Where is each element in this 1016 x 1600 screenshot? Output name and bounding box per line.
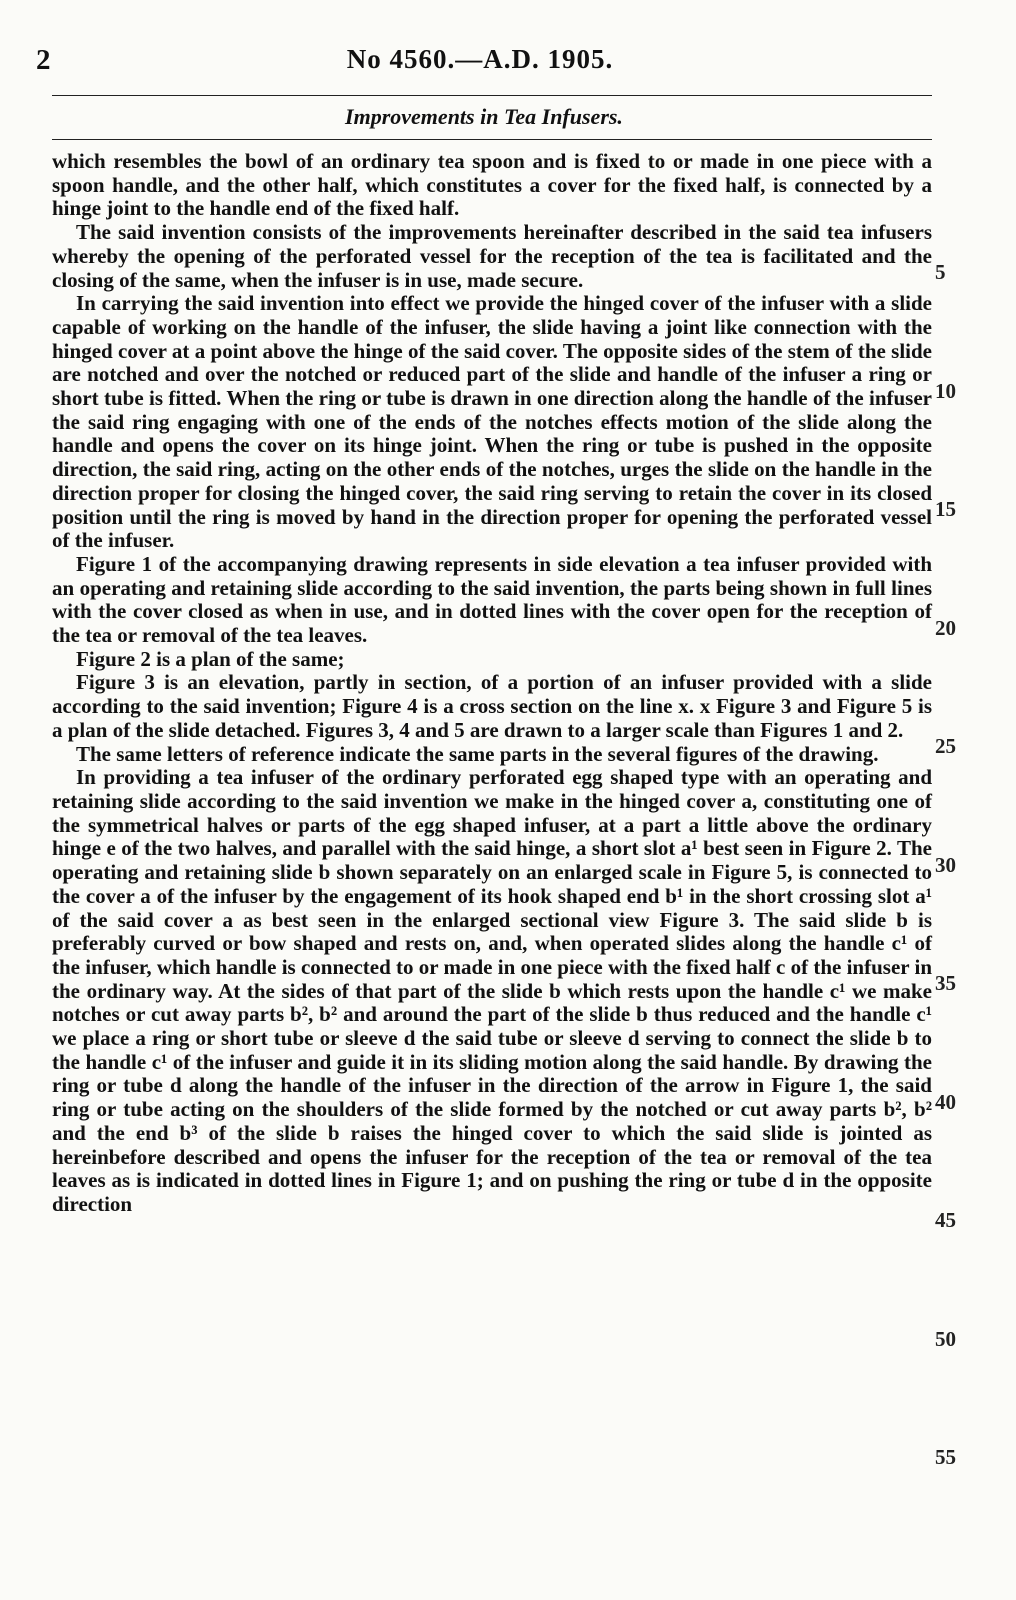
body-text	[52, 150, 932, 1217]
patent-number: No 4560.—A.D. 1905.	[346, 44, 614, 74]
line-number: 10	[935, 379, 956, 403]
header-rule-top	[52, 95, 932, 96]
paragraph: In carrying the said invention into effect we provide the hinged cover of the infuser with a slide capable of working on the handle of the infuser, the slide having a joint like connection with the hinged cover at a point above the hinge of the said cover. The opposite sides of the stem of the slide are notched and over the notched or reduced part of the slide and handle of the infuser a ring or short tube is fitted. When the ring or tube is drawn in one direction along the handle of the infuser the said ring engaging with one of the ends of the notches effects motion of the slide along the handle and opens the cover on its hinge joint. When the ring or tube is pushed in the opposite direction, the said ring, acting on the other ends of the notches, urges the slide on the handle in the direction proper for closing the hinged cover, the said ring serving to retain the cover in its closed position until the ring is moved by hand in the direction proper for opening the perforated vessel of the infuser.	[52, 291, 932, 553]
paragraph: Figure 1 of the accompanying drawing represents in side elevation a tea infuser provided with an operating and retaining slide according to the said invention, the parts being shown in full lines with the cover closed as when in use, and in dotted lines with the cover open for the reception of the tea or removal of the tea leaves.	[52, 551, 932, 648]
paragraph: In providing a tea infuser of the ordinary perforated egg shaped type with an operating and retaining slide according to the said invention we make in the hinged cover a, constituting one of the symmetrical halves or parts of the egg shaped infuser, at a part a little above the ordinary hinge e of the two halves, and parallel with the said hinge, a short slot a¹ best seen in Figure 2. The operating and retaining slide b shown separately on an enlarged scale in Figure 5, is connected to the cover a of the infuser by the engagement of its hook shaped end b¹ in the short crossing slot a¹ of the said cover a as best seen in the enlarged sectional view Figure 3. The said slide b is preferably curved or bow shaped and rests on, and, when operated slides along the handle c¹ of the infuser, which handle is connected to or made in one piece with the fixed half c of the infuser in the ordinary way. At the sides of that part of the slide b which rests upon the handle c¹ we make notches or cut away parts b², b² and around the part of the slide b thus reduced and the handle c¹ we place a ring or short tube or sleeve d the said tube or sleeve d serving to connect the slide b to the handle c¹ of the infuser and guide it in its sliding motion along the said handle. By drawing the ring or tube d along the handle of the infuser in the direction of the arrow in Figure 1, the said ring or tube acting on the shoulders of the slide formed by the notched or cut away parts b², b² and the end b³ of the slide b raises the hinged cover to which the said slide is jointed as hereinbefore described and opens the infuser for the reception of the tea or removal of the tea leaves as is indicated in dotted lines in Figure 1; and on pushing the ring or tube d in the opposite direction	[52, 765, 932, 1216]
paragraph: The said invention consists of the improvements hereinafter described in the said tea infusers whereby the opening of the perforated vessel for the reception of the tea is facilitated and the closing of the same, when the infuser is in use, made secure.	[52, 220, 932, 292]
line-number: 25	[935, 734, 956, 758]
paragraph: Figure 3 is an elevation, partly in section, of a portion of an infuser provided with a slide according to the said invention; Figure 4 is a cross section on the line x. x Figure 3 and Figure 5 is a plan of the slide detached. Figures 3, 4 and 5 are drawn to a larger scale than Figures 1 and 2.	[52, 670, 932, 742]
line-number: 40	[935, 1090, 956, 1114]
page-number: 2	[36, 44, 51, 76]
line-number: 5	[935, 260, 946, 284]
line-number: 55	[935, 1445, 956, 1469]
header-rule-bottom	[52, 139, 932, 140]
line-number: 45	[935, 1208, 956, 1232]
paragraph: The same letters of reference indicate the same parts in the several figures of the drawing.	[76, 741, 879, 766]
paragraph: Figure 2 is a plan of the same;	[76, 646, 345, 671]
page-header	[0, 44, 1016, 84]
line-number: 20	[935, 616, 956, 640]
line-number: 15	[935, 497, 956, 521]
paragraph: which resembles the bowl of an ordinary tea spoon and is fixed to or made in one piece with a spoon handle, and the other half, which constitutes a cover for the fixed half, is connected by a hinge joint to the handle end of the fixed half.	[52, 149, 932, 221]
line-number: 35	[935, 971, 956, 995]
line-number: 50	[935, 1327, 956, 1351]
running-title: Improvements in Tea Infusers.	[345, 104, 623, 129]
line-number: 30	[935, 853, 956, 877]
